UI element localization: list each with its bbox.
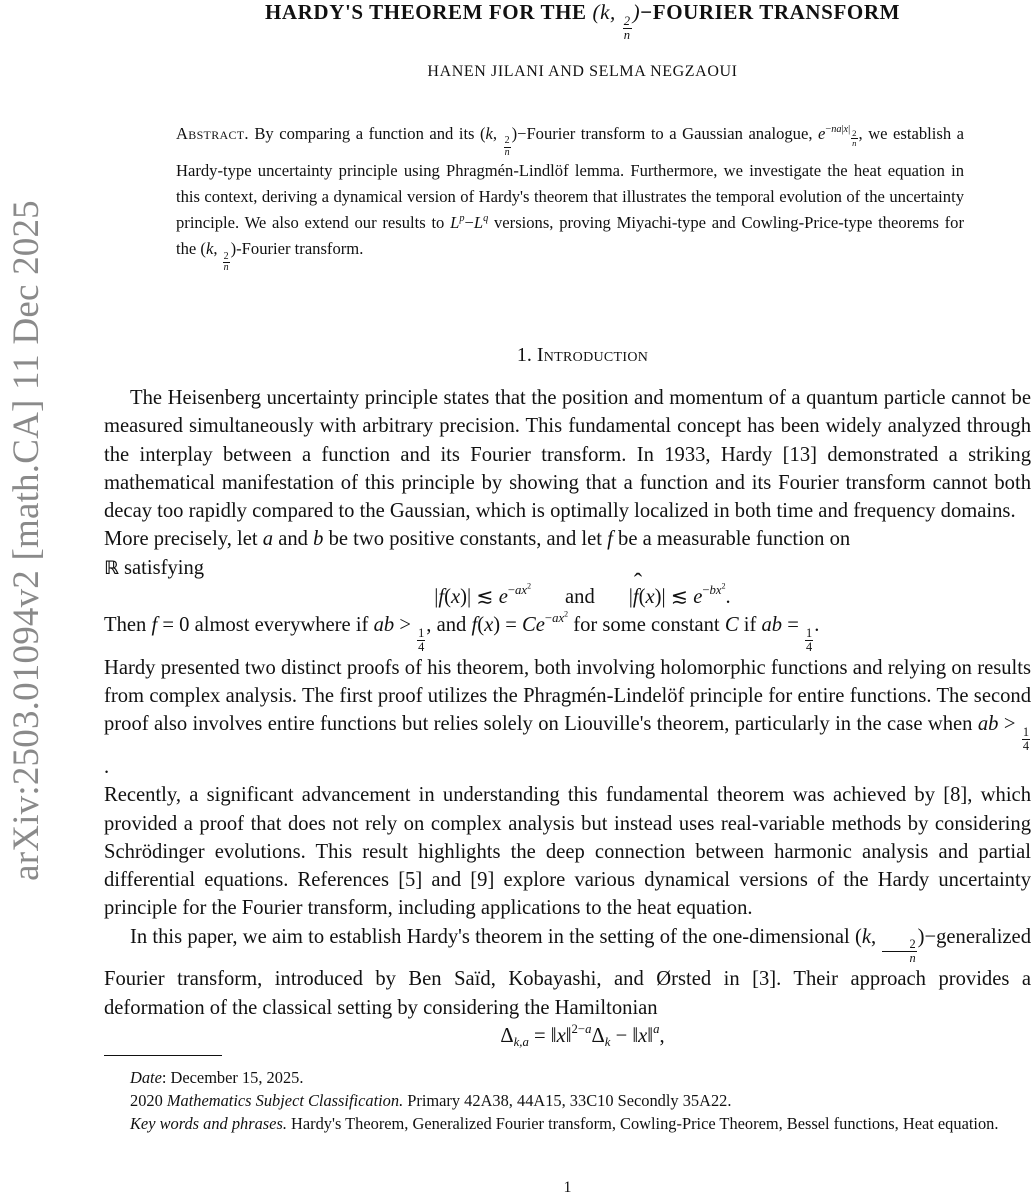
footnote-date: Date: December 15, 2025.: [130, 1068, 304, 1087]
arxiv-stamp: [2, 200, 50, 880]
abstract-label: Abstract.: [176, 124, 249, 143]
paragraph-recent: Recently, a significant advancement in understanding this fundamental theorem was achieved by [8], which provided a proof that does not rely on complex analysis but instead uses real-variable methods by considering Schrödinger evolutions. This result highlights the deep connection between harmonic analysis and partial differential equations. References [5] and [9] explore various dynamical versions of the Hardy uncertainty principle for the Fourier transform, including applications to the heat equation.: [104, 784, 1031, 920]
paragraph-conclusion: Then f = 0 almost everywhere if ab > $\frac{1}{4}$ , and $f(x) = Ce^{-ax^2}$ for some constant C if ab = $\frac{1}{4}$ .: [104, 609, 820, 654]
paper-title: HARDY'S THEOREM FOR THE (k, $\frac{2}{n}$ )−FOURIER TRANSFORM: [264, 0, 901, 42]
abstract: Abstract. By comparing a function and its (k, $\frac{2}{n}$ )−Fourier transform to a Gaussian analogue, $e^{-na|x| \frac{2}{n}}$ , we establish a Hardy-type uncertainty principle using Phragmén-Lindlöf lemma. Furthermore, we investigate the heat equation in this context, deriving a dynamical version of Hardy's theorem that illustrates the temporal evolution of the uncertainty principle. We also extend our results to $L^p-L^q$ versions, proving Miyachi-type and Cowling-Price-type theorems for the (k, $\frac{2}{n}$ )-Fourier transform.: [176, 123, 965, 274]
footnote-msc: 2020 Mathematics Subject Classification. Primary 42A38, 44A15, 33C10 Secondly 35A22.: [130, 1091, 732, 1110]
paragraph-this-paper: In this paper, we aim to establish Hardy's theorem in the setting of the one-dimensional (k, $\frac{2}{n}$ )−generalized Fourier transform, introduced by Ben Saïd, Kobayashi, and Ørsted in [3]. Their approach provides a deformation of the classical setting by considering the Hamiltonian: [104, 925, 1031, 1019]
page-number: 1: [563, 1179, 572, 1196]
equation-hamiltonian: $\Delta_{k,a}$ = $‖x‖^{2-a}\Delta_k$ − ‖x‖$^a$,: [500, 1021, 665, 1049]
authors: HANEN JILANI AND SELMA NEGZAOUI: [427, 63, 738, 80]
footnote-rule: [104, 1055, 222, 1056]
section-heading: 1. Introduction: [516, 344, 649, 366]
arxiv-stamp-text: arXiv:2503.01094v2 [math.CA] 11 Dec 2025: [5, 199, 47, 881]
title-math: (k, $\frac{2}{n}$ ): [592, 0, 641, 42]
paragraph-proofs: Hardy presented two distinct proofs of his theorem, both involving holomorphic functions and relying on results from complex analysis. The first proof utilizes the Phragmén-Lindelöf principle for entire functions. The second proof also involves entire functions but relies solely on Liouville's theorem, particularly in the case when ab > $\frac{1}{4}$ .: [104, 656, 1031, 778]
footnotes: [104, 1066, 1031, 1135]
paragraph-intro: The Heisenberg uncertainty principle states that the position and momentum of a quantum particle cannot be measured simultaneously with arbitrary precision. This fundamental concept has been widely analyzed through the interplay between a function and its Fourier transform. In 1933, Hardy [13] demonstrated a striking mathematical manifestation of this principle by showing that a function and its Fourier transform cannot both decay too rapidly compared to the Gaussian, which is optimally localized in both time and frequency domains.: [104, 387, 1031, 523]
body-text: [104, 384, 1031, 1050]
paragraph-precise: More precisely, let a and b be two positive constants, and let f be a measurable function on ℝ satisfying: [104, 528, 851, 579]
equation-hardy: |f(x)| ≲ $e^{-ax^2}$ and |ˆ f(x)| ≲ $e^{-bx^2}$.: [104, 583, 1031, 611]
footnote-keywords: Key words and phrases. Hardy's Theorem, Generalized Fourier transform, Cowling-Price Theorem, Bessel functions, Heat equation.: [130, 1114, 999, 1133]
